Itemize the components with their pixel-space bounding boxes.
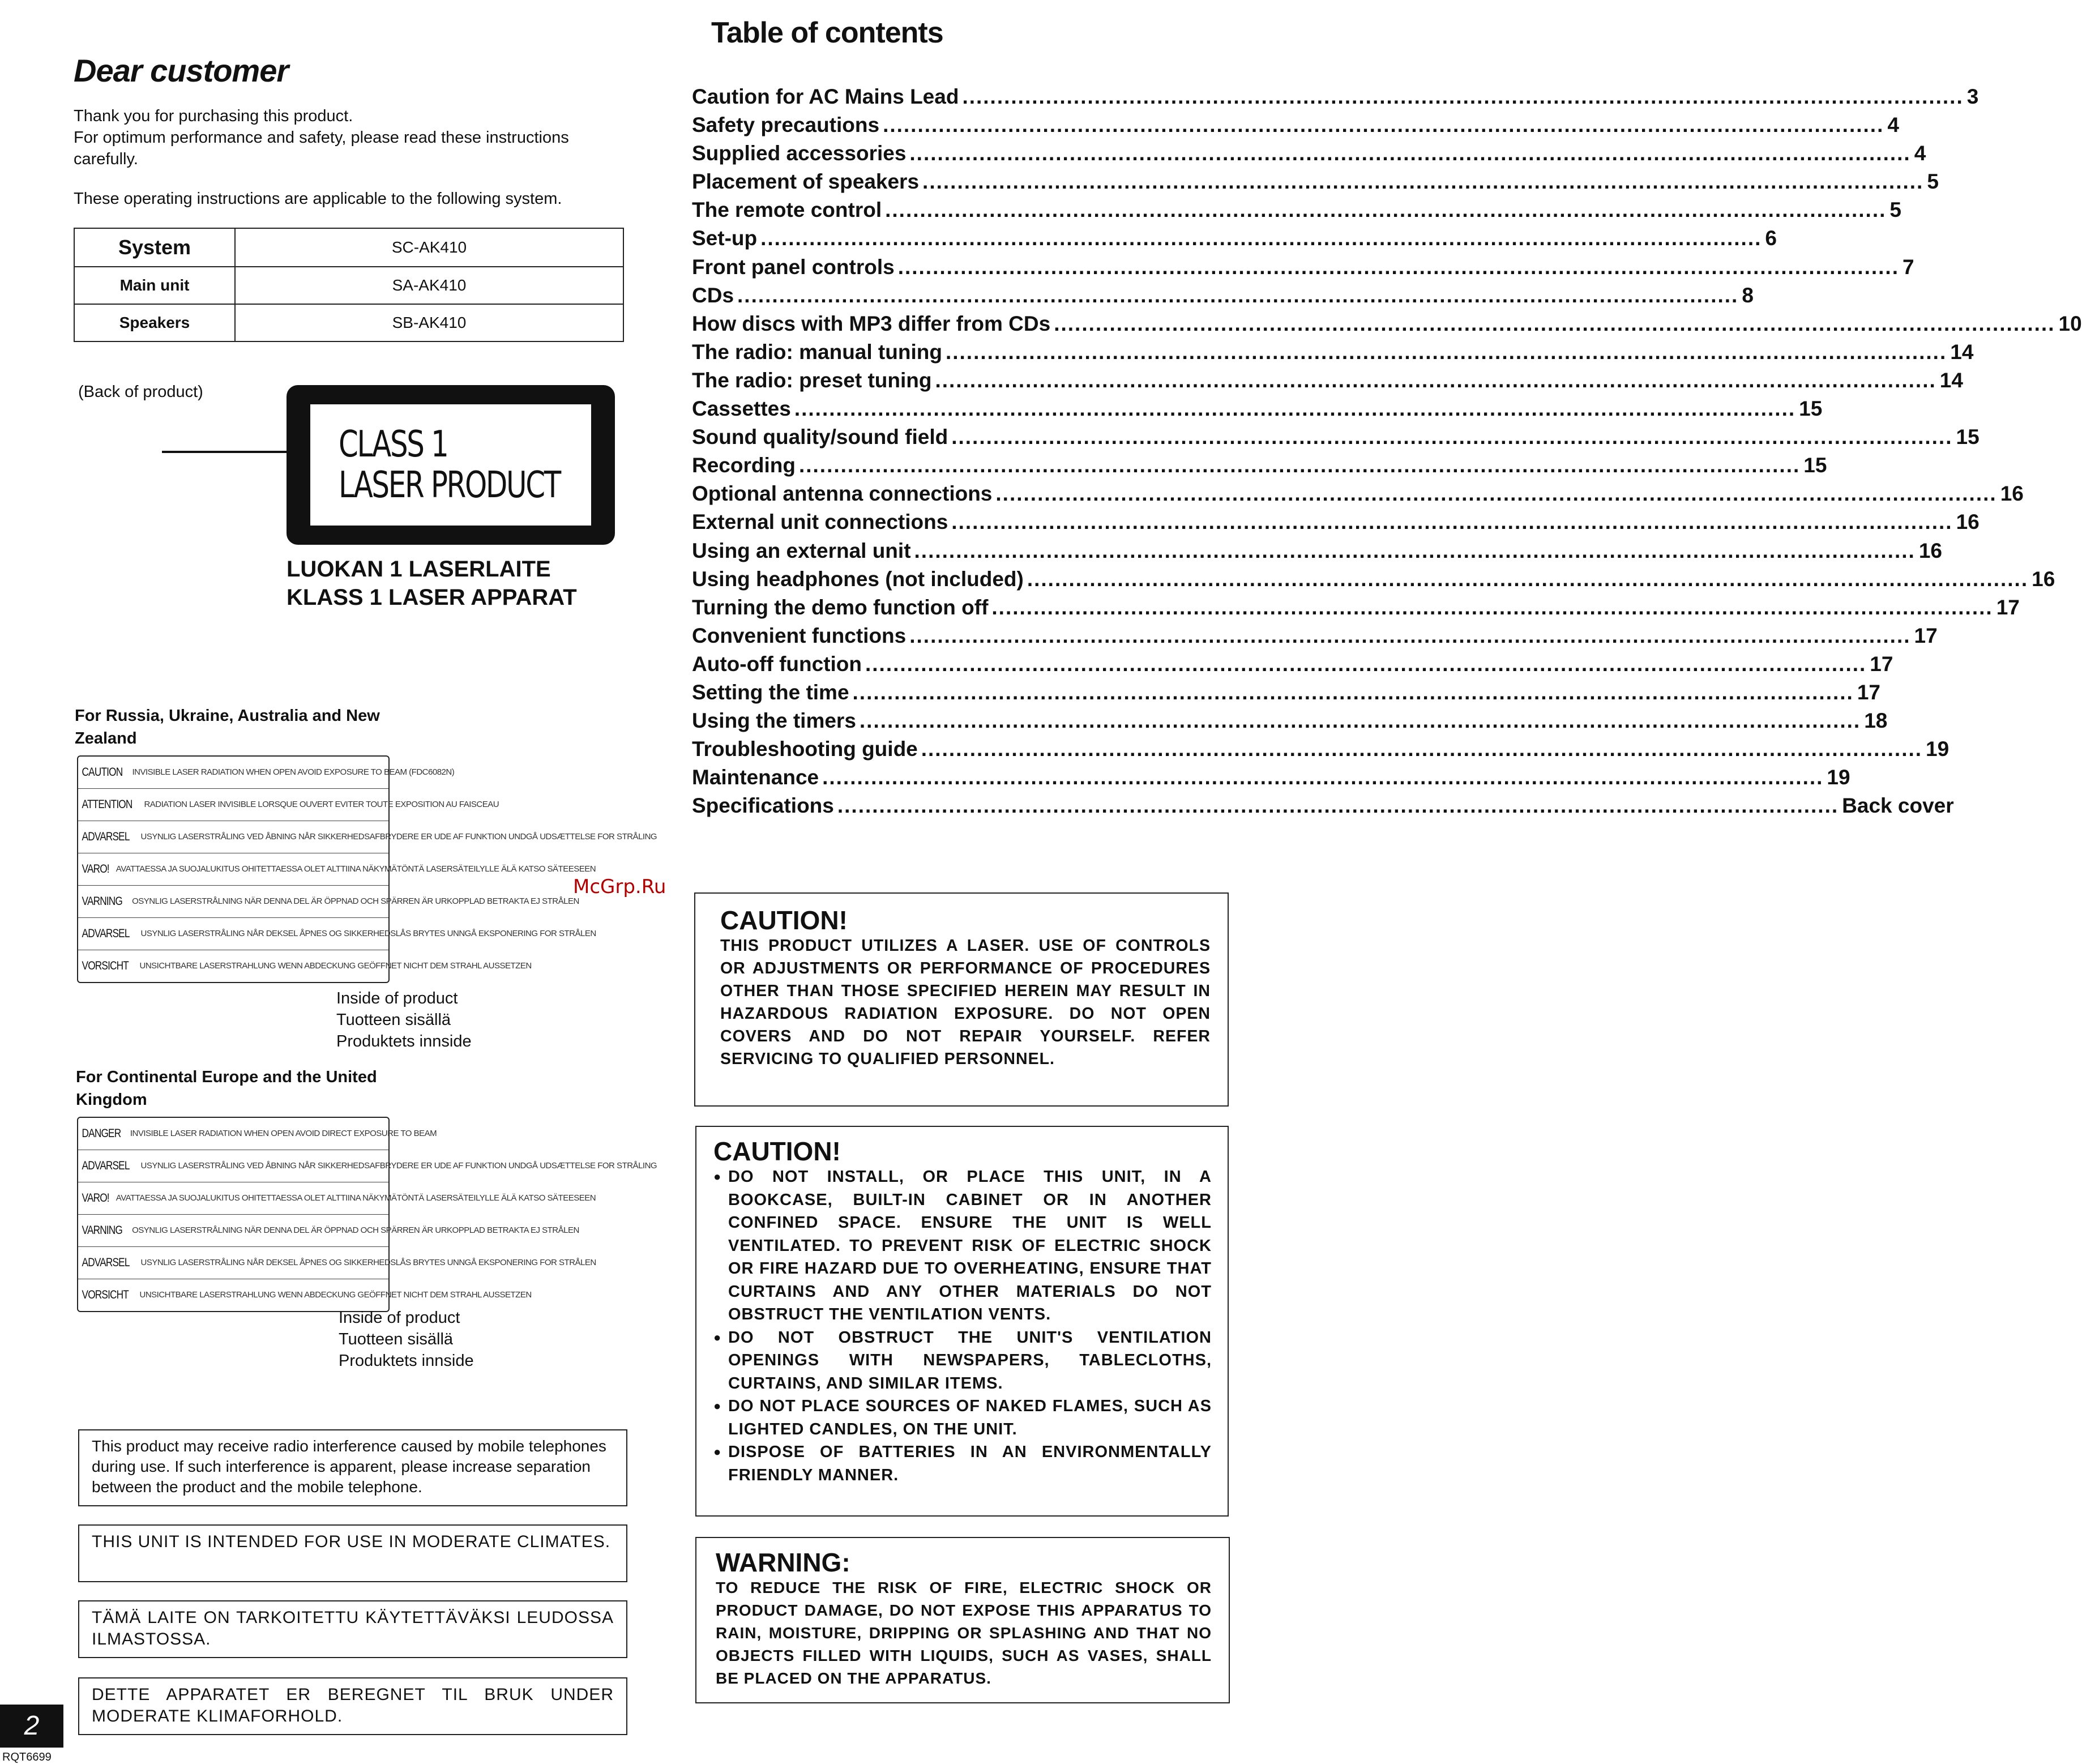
caution-list-item: ● DISPOSE OF BATTERIES IN AN ENVIRONMENTALLY FRIENDLY MANNER.: [713, 1441, 1212, 1487]
toc-item-title: The radio: preset tuning: [692, 368, 932, 392]
warning-row-label: DANGER: [82, 1127, 121, 1140]
table-row: [74, 267, 623, 304]
toc-item-page: 15: [1799, 397, 1823, 421]
toc-item-title: Cassettes: [692, 397, 791, 421]
toc-leader: [1054, 312, 2055, 336]
ventilation-caution-box: [695, 1126, 1229, 1517]
toc-item-page: 16: [2032, 567, 2055, 591]
toc-item-page: 15: [1803, 454, 1827, 477]
warning-row-label: VORSICHT: [82, 959, 129, 972]
toc-leader: [995, 482, 1997, 506]
laser-caution-box: [694, 892, 1229, 1107]
toc-item[interactable]: [692, 311, 2082, 340]
table-row: [74, 304, 623, 341]
toc-title: Table of contents: [711, 16, 943, 49]
toc-item[interactable]: [692, 227, 1777, 255]
toc-item-title: Set-up: [692, 227, 758, 250]
toc-item[interactable]: [692, 482, 2024, 510]
warning-row-label: VARO!: [82, 862, 109, 875]
warning-row: [78, 789, 499, 821]
warning-row: [78, 1118, 437, 1150]
toc-item[interactable]: [692, 510, 1980, 539]
toc-item-page: 17: [1914, 623, 1938, 647]
toc-leader: [865, 652, 1866, 676]
laser-translation-sv: KLASS 1 LASER APPARAT: [287, 585, 577, 610]
toc-item-title: CDs: [692, 283, 734, 307]
table-cell-value: SB-AK410: [235, 304, 623, 341]
warning-row-text: USYNLIG LASERSTRÅLING NÅR DEKSEL ÅPNES OG SIKKERHEDSLÅS BRYTES UNNGÅ EKSPONERING FOR STRÅLEN: [140, 929, 596, 938]
caution-list-item: ● DO NOT PLACE SOURCES OF NAKED FLAMES, SUCH AS LIGHTED CANDLES, ON THE UNIT.: [713, 1395, 1212, 1441]
warning-row-label: ADVARSEL: [82, 1256, 130, 1269]
toc-item-title: Placement of speakers: [692, 170, 920, 194]
toc-item[interactable]: [692, 567, 2055, 596]
toc-leader: [883, 113, 1884, 137]
toc-item-page: 4: [1914, 142, 1926, 165]
toc-leader: [837, 794, 1839, 818]
toc-leader: [946, 340, 1947, 364]
toc-leader: [860, 709, 1861, 733]
toc-item-page: 17: [1996, 595, 2020, 619]
toc-leader: [794, 397, 1795, 421]
laser-translation-fi: LUOKAN 1 LASERLAITE: [287, 557, 551, 582]
warning-row-text: RADIATION LASER INVISIBLE LORSQUE OUVERT EVITER TOUTE EXPOSITION AU FAISCEAU: [144, 800, 499, 809]
warning-row-label: ADVARSEL: [82, 830, 130, 843]
toc-item-title: Optional antenna connections: [692, 482, 993, 506]
table-cell-label: System: [74, 228, 235, 267]
warning-heading: WARNING:: [716, 1548, 850, 1577]
toc-item[interactable]: [692, 454, 1827, 482]
class1-line: CLASS 1: [339, 424, 448, 465]
toc-item-page: 4: [1887, 113, 1899, 137]
warning-row-label: VARNING: [82, 1224, 123, 1237]
mobile-interference-notice: This product may receive radio interference caused by mobile telephones during use. If such interference is apparent, please increase separation between the product and the mobile telephone.: [78, 1429, 627, 1506]
warning-row-text: UNSICHTBARE LASERSTRAHLUNG WENN ABDECKUNG GEÖFFNET NICHT DEM STRAHL AUSSETZEN: [139, 1290, 532, 1300]
table-row: [74, 228, 623, 267]
caption-line: Produktets innside: [339, 1352, 474, 1370]
caption-line: Tuotteen sisällä: [336, 1011, 451, 1029]
toc-item[interactable]: [692, 539, 1942, 567]
toc-item-page: 16: [1956, 510, 1980, 534]
toc-item-page: 15: [1956, 425, 1980, 449]
toc-leader: [760, 227, 1762, 250]
warning-row-label: ADVARSEL: [82, 927, 130, 940]
toc-item-title: Caution for AC Mains Lead: [692, 85, 959, 108]
toc-item[interactable]: [692, 142, 1926, 170]
climate-notice-no: DETTE APPARATET ER BEREGNET TIL BRUK UNDER MODERATE KLIMAFORHOLD.: [78, 1677, 627, 1735]
warning-row-text: INVISIBLE LASER RADIATION WHEN OPEN AVOID EXPOSURE TO BEAM (FDC6082N): [132, 767, 455, 777]
warning-text: TO REDUCE THE RISK OF FIRE, ELECTRIC SHOCK OR PRODUCT DAMAGE, DO NOT EXPOSE THIS APPARATUS TO RAIN, MOISTURE, DRIPPING OR SPLASHING AND THAT NO OBJECTS FILLED WITH LIQUIDS, SUCH AS VASES, SHALL BE PLACED ON THE APPARATUS.: [716, 1579, 1212, 1687]
toc-item-title: Using headphones (not included): [692, 567, 1024, 591]
toc-item-page: 17: [1857, 680, 1880, 704]
toc-item-page: 16: [1918, 539, 1942, 562]
caution-list-item: ● DO NOT OBSTRUCT THE UNIT'S VENTILATION OPENINGS WITH NEWSPAPERS, TABLECLOTHS, CURTAINS, AND SIMILAR ITEMS.: [713, 1326, 1212, 1395]
toc-item-title: The remote control: [692, 198, 882, 222]
laser-product-line: LASER PRODUCT: [339, 464, 560, 506]
warning-row: [78, 1279, 532, 1311]
toc-item-title: Setting the time: [692, 680, 849, 704]
toc-item-title: External unit connections: [692, 510, 948, 534]
toc-item-page: 5: [1927, 170, 1939, 194]
caption-line: Produktets innside: [336, 1032, 472, 1050]
warning-row-label: VARNING: [82, 895, 123, 908]
warning-row-text: UNSICHTBARE LASERSTRAHLUNG WENN ABDECKUNG GEÖFFNET NICHT DEM STRAHL AUSSETZEN: [139, 961, 532, 971]
warning-row-text: USYNLIG LASERSTRÅLING VED ÅBNING NÅR SIKKERHEDSAFBRYDERE ER UDE AF FUNKTION UNDGÅ UDSÆTTELSE FOR STRÅLING: [140, 832, 657, 842]
class1-laser-label-inner: [310, 404, 591, 526]
toc-item-page: 6: [1765, 227, 1777, 250]
warning-row-label: VARO!: [82, 1191, 109, 1205]
toc-item-title: Supplied accessories: [692, 142, 907, 165]
warning-row-text: AVATTAESSA JA SUOJALUKITUS OHITETTAESSA OLET ALTTIINA NÄKYMÄTÖNTÄ LASERSÄTEILYLLE ÄLÄ KATSO SÄTEESEEN: [116, 864, 596, 874]
toc-item-page: 19: [1926, 737, 1950, 761]
toc-leader: [898, 255, 1899, 279]
toc-leader: [799, 454, 1800, 477]
toc-item-page: 10: [2058, 311, 2082, 335]
inside-of-product-caption: [339, 1307, 474, 1372]
warning-row: [78, 821, 657, 853]
toc-leader: [951, 425, 1952, 449]
warning-row-text: OSYNLIG LASERSTRÅLNING NÄR DENNA DEL ÄR ÖPPNAD OCH SPÄRREN ÄR URKOPPLAD BETRAKTA EJ STRÅLEN: [132, 1225, 579, 1235]
table-cell-value: SC-AK410: [235, 228, 623, 267]
caution-text: THIS PRODUCT UTILIZES A LASER. USE OF CONTROLS OR ADJUSTMENTS OR PERFORMANCE OF PROCEDURES OTHER THAN THOSE SPECIFIED HEREIN MAY RESULT IN HAZARDOUS RADIATION EXPOSURE. DO NOT OPEN COVERS AND DO NOT REPAIR YOURSELF. REFER SERVICING TO QUALIFIED PERSONNEL.: [720, 937, 1211, 1068]
toc-item-page: 14: [1950, 340, 1974, 364]
toc-leader: [951, 510, 1952, 534]
laser-warning-label: [77, 1117, 657, 1312]
climate-notice-en: THIS UNIT IS INTENDED FOR USE IN MODERATE CLIMATES.: [78, 1524, 627, 1582]
toc-item[interactable]: [692, 85, 1979, 113]
inside-of-product-caption: [336, 988, 472, 1052]
laser-translations: [287, 555, 577, 612]
toc-item-title: Sound quality/sound field: [692, 425, 948, 449]
warning-row: [78, 950, 532, 982]
warning-row: [78, 757, 455, 789]
warning-box: [695, 1537, 1230, 1703]
toc-leader: [922, 170, 1923, 194]
watermark: McGrp.Ru: [573, 875, 666, 898]
toc-item[interactable]: [692, 766, 1850, 794]
warning-row-text: OSYNLIG LASERSTRÅLNING NÄR DENNA DEL ÄR ÖPPNAD OCH SPÄRREN ÄR URKOPPLAD BETRAKTA EJ STRÅLEN: [132, 896, 579, 906]
intro-line: These operating instructions are applicable to the following system.: [74, 190, 562, 208]
toc-item-page: 17: [1870, 652, 1893, 676]
toc-item-title: The radio: manual tuning: [692, 340, 942, 364]
toc-leader: [822, 766, 1823, 789]
caution-heading: CAUTION!: [713, 1137, 841, 1166]
toc-item[interactable]: [692, 283, 1754, 312]
intro-line: For optimum performance and safety, please read these instructions carefully.: [74, 129, 569, 168]
caption-line: Inside of product: [339, 1309, 460, 1327]
caution-list: [713, 1165, 1212, 1487]
warning-row: [78, 1150, 657, 1182]
toc-item[interactable]: [692, 198, 1901, 227]
toc-leader: [1027, 567, 2028, 591]
toc-item[interactable]: [692, 255, 1914, 284]
warning-row-label: CAUTION: [82, 766, 123, 779]
toc-leader: [737, 284, 1738, 307]
toc-item-title: Front panel controls: [692, 255, 895, 279]
warning-row-text: AVATTAESSA JA SUOJALUKITUS OHITETTAESSA OLET ALTTIINA NÄKYMÄTÖNTÄ LASERSÄTEILYLLE ÄLÄ KATSO SÄTEESEEN: [116, 1193, 596, 1203]
toc-item-title: Safety precautions: [692, 113, 880, 137]
toc-item-page: 14: [1939, 368, 1963, 392]
toc-leader: [853, 681, 1854, 704]
toc-leader: [921, 737, 1922, 761]
table-cell-label: Main unit: [74, 267, 235, 304]
back-of-product-label: (Back of product): [78, 383, 203, 401]
intro-line: Thank you for purchasing this product.: [74, 107, 353, 125]
toc-leader: [962, 85, 1963, 109]
toc-leader: [909, 142, 1910, 165]
toc-item-page: 7: [1902, 255, 1914, 279]
toc-item-title: Convenient functions: [692, 623, 907, 647]
toc-item-title: Troubleshooting guide: [692, 737, 918, 761]
region-title: For Russia, Ukraine, Australia and New Zealand: [75, 707, 380, 748]
caption-line: Inside of product: [336, 989, 458, 1007]
toc-item-page: 8: [1742, 283, 1754, 307]
toc-item[interactable]: [692, 340, 1974, 369]
toc-item-page: 18: [1864, 709, 1888, 733]
warning-row-text: USYNLIG LASERSTRÅLING VED ÅBNING NÅR SIKKERHEDSAFBRYDERE ER UDE AF FUNKTION UNDGÅ UDSÆTTELSE FOR STRÅLING: [140, 1161, 657, 1171]
toc-item[interactable]: [692, 113, 1899, 142]
warning-row-text: INVISIBLE LASER RADIATION WHEN OPEN AVOID DIRECT EXPOSURE TO BEAM: [130, 1129, 437, 1138]
toc-item[interactable]: [692, 680, 1880, 709]
toc-leader: [935, 369, 1936, 392]
toc-item[interactable]: [692, 368, 1963, 397]
warning-row-text: USYNLIG LASERSTRÅLING NÅR DEKSEL ÅPNES OG SIKKERHEDSLÅS BRYTES UNNGÅ EKSPONERING FOR STRÅLEN: [140, 1258, 596, 1267]
toc-item[interactable]: [692, 595, 2020, 624]
climate-notice-fi: TÄMÄ LAITE ON TARKOITETTU KÄYTETTÄVÄKSI LEUDOSSA ILMASTOSSA.: [78, 1600, 627, 1658]
intro-text: [74, 105, 629, 210]
toc-item[interactable]: [692, 794, 1954, 822]
toc-item-title: Auto-off function: [692, 652, 862, 676]
toc-item-page: 16: [2000, 482, 2024, 506]
warning-row: [78, 1215, 579, 1247]
toc-item-page: Back cover: [1842, 794, 1954, 818]
toc-leader: [909, 624, 1910, 648]
toc-item-page: 19: [1827, 766, 1850, 789]
toc-item-title: Maintenance: [692, 766, 819, 789]
toc-item[interactable]: [692, 623, 1938, 652]
toc-leader: [914, 539, 1916, 563]
warning-row-label: VORSICHT: [82, 1288, 129, 1301]
document-code: RQT6699: [2, 1751, 52, 1763]
table-cell-label: Speakers: [74, 304, 235, 341]
toc-item[interactable]: [692, 397, 1823, 425]
caution-list-item: ● DO NOT INSTALL, OR PLACE THIS UNIT, IN A BOOKCASE, BUILT-IN CABINET OR IN ANOTHER CONFINED SPACE. ENSURE THE UNIT IS WELL VENTILATED. TO PREVENT RISK OF ELECTRIC SHOCK OR FIRE HAZARD DUE TO OVERHEATING, ENSURE THAT CURTAINS AND ANY OTHER MATERIALS DO NOT OBSTRUCT THE VENTILATION VENTS.: [713, 1165, 1212, 1326]
toc-item[interactable]: [692, 425, 1980, 454]
caption-line: Tuotteen sisällä: [339, 1330, 454, 1348]
page-number: 2: [0, 1705, 63, 1748]
warning-row-label: ADVARSEL: [82, 1159, 130, 1172]
warning-row: [78, 918, 596, 950]
toc-item-title: How discs with MP3 differ from CDs: [692, 311, 1051, 335]
system-table: [74, 228, 624, 342]
toc-item-title: Recording: [692, 454, 796, 477]
toc-leader: [991, 596, 1993, 620]
toc-leader: [885, 198, 1886, 222]
table-of-contents: [692, 85, 2082, 822]
warning-row-label: ATTENTION: [82, 798, 132, 811]
page-title: Dear customer: [74, 53, 289, 88]
warning-row: [78, 1182, 596, 1215]
warning-row: [78, 1247, 596, 1279]
toc-item[interactable]: [692, 170, 1939, 198]
toc-item[interactable]: [692, 709, 1888, 737]
toc-item-page: 5: [1889, 198, 1901, 222]
toc-item-title: Specifications: [692, 794, 834, 818]
toc-item-page: 3: [1966, 85, 1979, 108]
toc-item-title: Using an external unit: [692, 539, 911, 562]
toc-item-title: Using the timers: [692, 709, 856, 733]
table-cell-value: SA-AK410: [235, 267, 623, 304]
toc-item-title: Turning the demo function off: [692, 595, 989, 619]
toc-item[interactable]: [692, 737, 1950, 766]
toc-item[interactable]: [692, 652, 1893, 681]
warning-row: [78, 853, 596, 886]
class1-laser-label: [287, 385, 615, 545]
caution-heading: CAUTION!: [720, 906, 848, 935]
pointer-line: [162, 451, 288, 453]
region-title: For Continental Europe and the United Kingdom: [76, 1068, 377, 1109]
warning-row: [78, 886, 579, 918]
